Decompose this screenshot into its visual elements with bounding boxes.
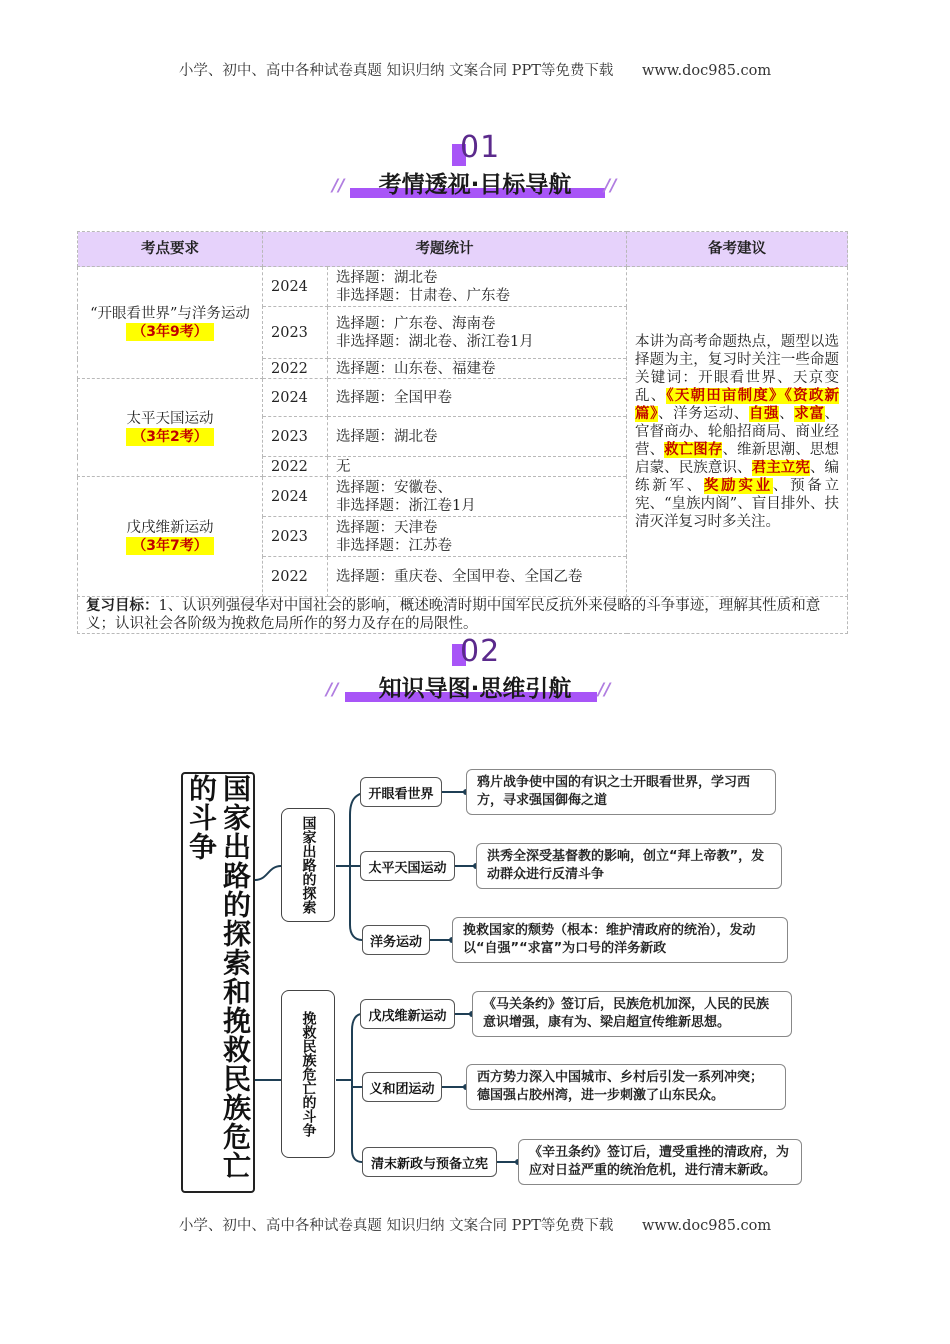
mindmap-topic-node: 洋务运动 — [362, 925, 430, 955]
advice-keyword: 求富 — [794, 405, 825, 422]
year-cell: 2022 — [263, 557, 328, 597]
header-text: 小学、初中、高中各种试卷真题 知识归纳 文案合同 PPT等免费下载 — [178, 63, 614, 79]
year-cell: 2023 — [263, 517, 328, 557]
advice-text: 、预备立宪、“皇族内阁”、盲目排外、扶清灭洋复习时多关注。 — [635, 477, 840, 530]
mindmap-topic-node: 开眼看世界 — [360, 777, 442, 807]
page-footer — [0, 1214, 950, 1235]
year-cell: 2023 — [263, 307, 328, 359]
stats-cell: 选择题：湖北卷 — [328, 417, 627, 457]
advice-text: 、洋务运动、 — [658, 405, 749, 422]
slash-decoration-right: // — [604, 176, 617, 196]
mindmap-topic-node: 戊戌维新运动 — [360, 999, 455, 1029]
mindmap-desc-box: 挽救国家的颓势（根本：维护清政府的统治），发动以“自强”“求富”为口号的洋务新政 — [452, 917, 788, 963]
review-goal-text: 1、认识列强侵华对中国社会的影响，概述晚清时期中国军民反抗外来侵略的斗争事迹，理解其性质和意义；认识社会各阶级为挽救危局所作的努力及存在的局限性。 — [86, 598, 821, 632]
year-cell: 2022 — [263, 457, 328, 477]
year-cell: 2022 — [263, 359, 328, 379]
slash-decoration-right: // — [598, 680, 611, 700]
advice-text: 本讲为高考命题热点，题型以选择题为主，复习时关注一些命题关键词：开眼看世界、天京变乱、 — [635, 333, 839, 404]
advice-keyword: 君主立宪 — [751, 459, 810, 476]
topic-count-badge: （3年9考） — [126, 323, 213, 341]
group-label: 国家出路的探索 — [300, 816, 317, 914]
stats-cell: 选择题：全国甲卷 — [328, 379, 627, 417]
mindmap-group-node — [281, 990, 335, 1158]
header-url[interactable]: www.doc985.com — [641, 63, 772, 79]
stats-line: 选择题：天津卷 — [336, 519, 438, 536]
advice-text: 、 — [779, 405, 795, 422]
section-title: 考情透视·目标导航 — [378, 172, 572, 198]
topic-name: 太平天国运动 — [126, 410, 214, 427]
mindmap-root — [181, 772, 255, 1193]
topic-count-badge: （3年7考） — [126, 537, 213, 555]
advice-keyword: 《天朝田亩制度》《资政新篇》 — [635, 387, 840, 422]
stats-line: 非选择题：浙江卷1月 — [336, 497, 476, 514]
stats-line: 选择题：安徽卷、 — [336, 479, 452, 496]
advice-keyword: 自强 — [748, 405, 780, 422]
advice-keyword: 救亡图存 — [664, 441, 723, 458]
year-cell: 2023 — [263, 417, 328, 457]
year-cell: 2024 — [263, 477, 328, 517]
stats-cell: 选择题：山东卷、福建卷 — [328, 359, 627, 379]
mindmap-desc-box: 《马关条约》签订后，民族危机加深，人民的民族意识增强，康有为、梁启超宣传维新思想。 — [472, 991, 792, 1037]
stats-cell: 无 — [328, 457, 627, 477]
mindmap-desc-box: 鸦片战争使中国的有识之士开眼看世界，学习西方，寻求强国御侮之道 — [466, 769, 776, 815]
year-cell: 2024 — [263, 267, 328, 307]
advice-text: 、维新思潮、思想启蒙、民族意识、 — [635, 441, 840, 476]
slash-decoration-left: // — [326, 680, 339, 700]
year-cell: 2024 — [263, 379, 328, 417]
connector-line — [255, 866, 281, 880]
stats-line: 选择题：湖北卷 — [336, 269, 438, 286]
advice-keyword: 奖励实业 — [703, 477, 773, 494]
stats-line: 非选择题：江苏卷 — [336, 537, 452, 554]
review-goal-label: 复习目标： — [86, 598, 159, 614]
topic-name: 戊戌维新运动 — [126, 519, 214, 536]
stats-line: 非选择题：湖北卷、浙江卷1月 — [336, 333, 534, 350]
col-header: 考题统计 — [263, 232, 627, 267]
advice-text: 、编练新军、 — [635, 459, 840, 494]
topic-count-badge: （3年2考） — [126, 428, 213, 446]
section-number: 01 — [460, 130, 501, 165]
stats-line: 选择题：广东卷、海南卷 — [336, 315, 496, 332]
slash-decoration-left: // — [332, 176, 345, 196]
section-number: 02 — [460, 634, 501, 669]
footer-url[interactable]: www.doc985.com — [641, 1218, 772, 1234]
mindmap-desc-box: 西方势力深入中国城市、乡村后引发一系列冲突；德国强占胶州湾，进一步刺激了山东民众。 — [466, 1064, 786, 1110]
footer-text: 小学、初中、高中各种试卷真题 知识归纳 文案合同 PPT等免费下载 — [178, 1218, 614, 1234]
mindmap-desc-box: 洪秀全深受基督教的影响，创立“拜上帝教”，发动群众进行反清斗争 — [476, 843, 782, 889]
mindmap-root-text: 国家出路的探索和挽救民族危亡的斗争 — [185, 774, 252, 1180]
mindmap-topic-node: 清末新政与预备立宪 — [362, 1147, 497, 1177]
section-title: 知识导图·思维引航 — [378, 676, 572, 702]
mindmap-desc-box: 《辛丑条约》签订后，遭受重挫的清政府，为应对日益严重的统治危机，进行清末新政。 — [518, 1139, 802, 1185]
col-header: 考点要求 — [78, 232, 263, 267]
group-label: 挽救民族危亡的斗争 — [300, 1011, 317, 1137]
stats-line: 非选择题：甘肃卷、广东卷 — [336, 287, 510, 304]
mindmap-group-node — [281, 808, 335, 922]
advice-text: 、官督商办、轮船招商局、商业经营、 — [635, 405, 840, 458]
mindmap-topic-node: 义和团运动 — [362, 1072, 442, 1102]
col-header: 备考建议 — [627, 232, 848, 267]
mindmap-topic-node: 太平天国运动 — [360, 851, 455, 881]
stats-cell: 选择题：重庆卷、全国甲卷、全国乙卷 — [328, 557, 627, 597]
topic-name: “开眼看世界”与洋务运动 — [90, 305, 250, 322]
